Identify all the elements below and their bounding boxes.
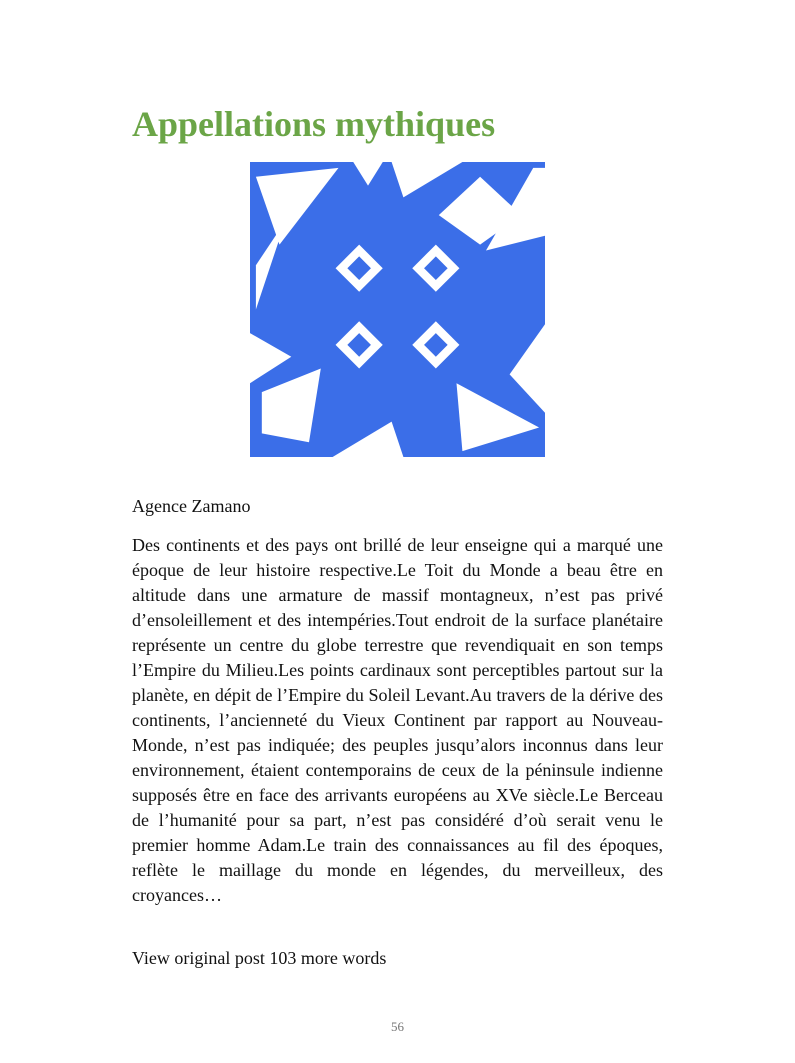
page-title: Appellations mythiques [132, 104, 496, 144]
page-number: 56 [391, 1019, 404, 1034]
view-original-post-link[interactable]: View original post 103 more words [132, 948, 387, 968]
geometric-pattern-icon [250, 162, 545, 457]
article-excerpt: Des continents et des pays ont brillé de leur enseigne qui a marqué une époque de leur histoire respective.Le Toit du Monde a beau être en altitude dans une armature de massif montagneux, n’est pas privé d’ensoleillement et des intempéries.Tout endroit de la surface planétaire représente un centre du globe terrestre que revendiquait en son temps l’Empire du Milieu.Les points cardinaux sont perceptibles partout sur la planète, en dépit de l’Empire du Soleil Levant.Au travers de la dérive des continents, l’ancienneté du Vieux Continent par rapport au Nouveau-Monde, n’est pas indiquée; des peuples jusqu’alors inconnus dans leur environnement, étaient contemporains de ceux de la péninsule indienne supposés être en face des arrivants européens au XVe siècle.Le Berceau de l’humanité pour sa part, n’est pas considéré d’où serait venu le premier homme Adam.Le train des connaissances au fil des époques, reflète le maillage du monde en légendes, du merveilleux, des croyances… [132, 535, 663, 905]
author-byline: Agence Zamano [132, 496, 251, 516]
